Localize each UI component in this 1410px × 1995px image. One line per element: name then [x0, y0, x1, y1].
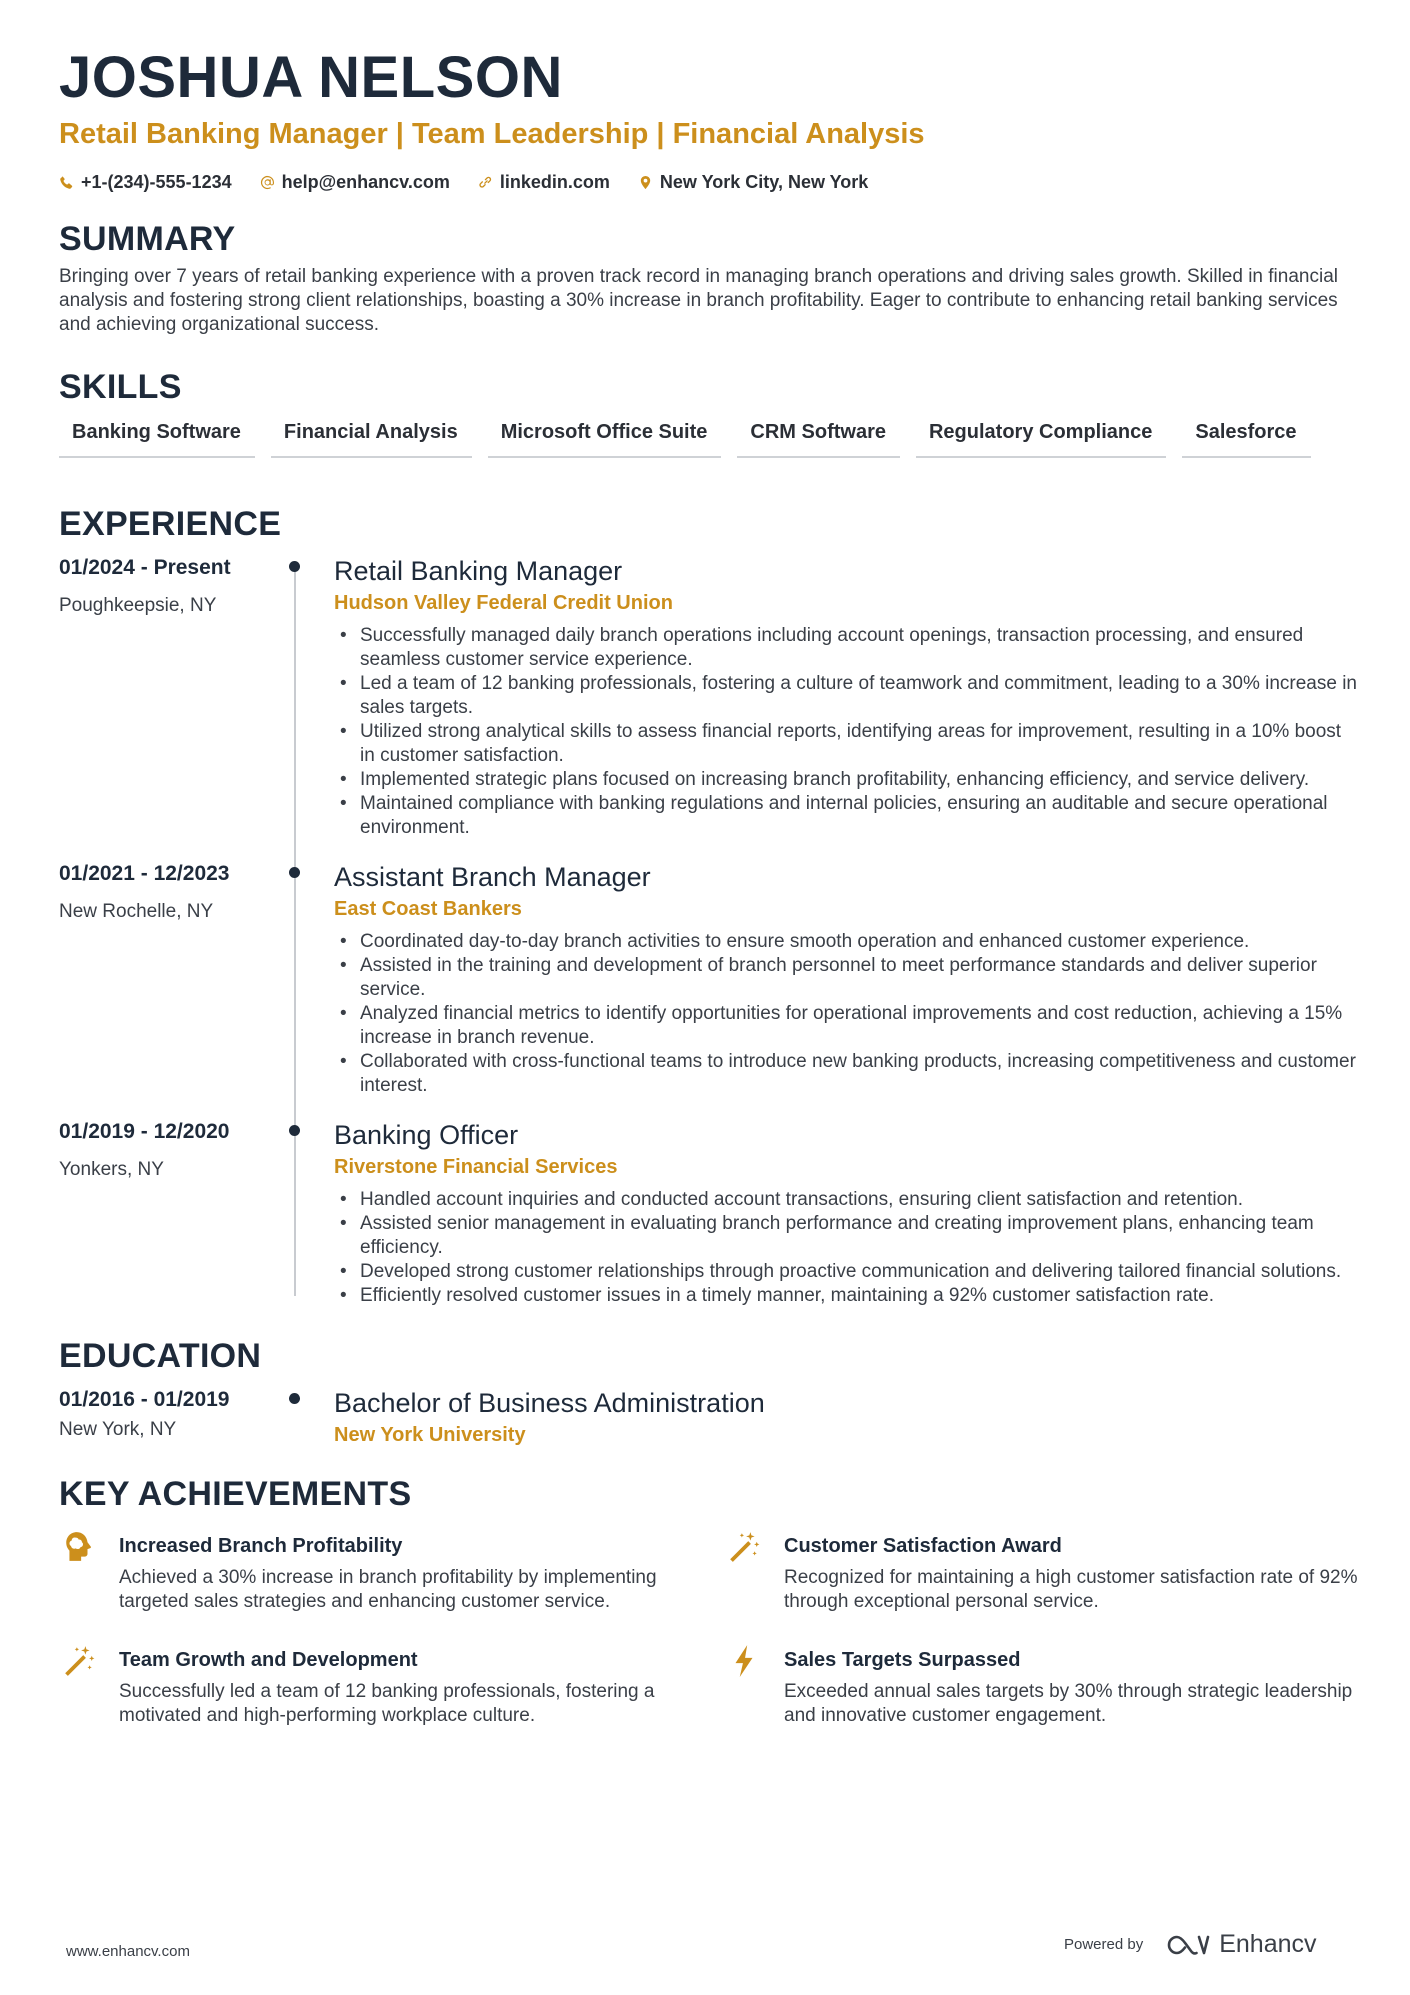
linkedin-text: linkedin.com — [499, 172, 610, 192]
achievement-title: Customer Satisfaction Award — [784, 1535, 1062, 1557]
skills-section — [59, 365, 1359, 458]
experience-section — [59, 502, 1359, 1308]
achievement-item — [59, 1530, 724, 1614]
magic-wand-icon — [724, 1530, 764, 1570]
achievement-text: Achieved a 30% increase in branch profitability by implementing targeted sales strategies and enhancing customer service. — [119, 1567, 657, 1612]
achievement-body — [119, 1644, 699, 1728]
phone-text: +1-(234)-555-1234 — [81, 172, 232, 192]
brand-name: Enhancv — [1219, 1930, 1317, 1958]
enhancv-logo[interactable] — [1165, 1930, 1316, 1959]
location-text: New York City, New York — [659, 172, 869, 192]
summary-text: Bringing over 7 years of retail banking experience with a proven track record in managing branch operations and driving sales growth. Skilled in financial analysis and fostering strong client relationships, boasting a 30% increase in branch profitability. Eager to contribute to enhancing retail banking services and achieving organizational success. — [59, 266, 1338, 335]
bullet-item: • Led a team of 12 banking professionals, fostering a culture of teamwork and commitment, leading to a 30% increase in sales targets. — [334, 672, 1359, 720]
header — [59, 42, 1359, 193]
achievement-body — [119, 1530, 699, 1614]
company-name: Hudson Valley Federal Credit Union — [334, 592, 673, 614]
location-pin-icon — [638, 175, 653, 190]
job-location: New Rochelle, NY — [59, 901, 214, 922]
skill-tag: Salesforce — [1182, 419, 1310, 458]
bullet-item: • Implemented strategic plans focused on increasing branch profitability, enhancing efficiency, and service delivery. — [334, 768, 1359, 792]
summary-section — [59, 217, 1359, 337]
job-entry — [59, 554, 1359, 840]
section-title: EXPERIENCE — [59, 505, 282, 543]
job-bullets — [334, 930, 1359, 1098]
contact-bar — [59, 172, 1359, 193]
bullet-item: • Utilized strong analytical skills to assess financial reports, identifying areas for improvement, resulting in a 10% boost in customer satisfaction. — [334, 720, 1359, 768]
job-location: Poughkeepsie, NY — [59, 595, 217, 616]
education-timeline — [59, 1386, 1359, 1448]
achievement-text: Exceeded annual sales targets by 30% through strategic leadership and innovative customer engagement. — [784, 1681, 1353, 1726]
bullet-item: • Assisted in the training and development of branch personnel to meet performance standards and deliver superior service. — [334, 954, 1359, 1002]
bullet-item: • Handled account inquiries and conducted account transactions, ensuring client satisfaction and retention. — [334, 1188, 1359, 1212]
section-title: SUMMARY — [59, 220, 236, 258]
achievement-body — [784, 1530, 1364, 1614]
achievement-title: Team Growth and Development — [119, 1649, 418, 1671]
job-entry — [59, 860, 1359, 1098]
job-dates: 01/2019 - 12/2020 — [59, 1120, 230, 1143]
achievement-body — [784, 1644, 1364, 1728]
bullet-item: • Coordinated day-to-day branch activities to ensure smooth operation and enhanced customer experience. — [334, 930, 1359, 954]
timeline-dot — [289, 561, 300, 572]
contact-location — [638, 172, 868, 193]
experience-timeline — [59, 554, 1359, 1308]
bullet-item: • Maintained compliance with banking regulations and internal policies, ensuring an auditable and secure operational environment. — [334, 792, 1359, 840]
headline: Retail Banking Manager | Team Leadership | Financial Analysis — [59, 118, 925, 150]
achievement-title: Sales Targets Surpassed — [784, 1649, 1021, 1671]
education-meta — [59, 1386, 294, 1448]
job-title: Assistant Branch Manager — [334, 862, 651, 892]
section-title: KEY ACHIEVEMENTS — [59, 1475, 412, 1513]
lightning-bolt-icon — [724, 1644, 764, 1684]
skill-tag: Regulatory Compliance — [916, 419, 1166, 458]
achievement-title: Increased Branch Profitability — [119, 1535, 403, 1557]
achievements-grid — [59, 1530, 1359, 1728]
achievement-item — [724, 1530, 1358, 1614]
footer-branding — [1064, 1930, 1317, 1959]
company-name: East Coast Bankers — [334, 898, 522, 920]
job-meta — [59, 554, 294, 840]
achievement-text: Recognized for maintaining a high customer satisfaction rate of 92% through exceptional personal service. — [784, 1567, 1358, 1612]
job-entry — [59, 1118, 1359, 1308]
link-icon — [478, 175, 493, 190]
bullet-item: • Collaborated with cross-functional teams to introduce new banking products, increasing competitiveness and customer interest. — [334, 1050, 1359, 1098]
infinity-logo-icon — [1165, 1932, 1211, 1958]
job-title: Retail Banking Manager — [334, 556, 623, 586]
phone-icon — [59, 175, 74, 190]
contact-linkedin[interactable] — [478, 172, 610, 193]
job-dates: 01/2024 - Present — [59, 556, 231, 579]
achievements-section — [59, 1472, 1359, 1728]
section-title: EDUCATION — [59, 1337, 262, 1375]
brain-head-icon — [59, 1530, 99, 1570]
at-sign-icon — [260, 175, 275, 190]
section-title: SKILLS — [59, 368, 182, 406]
skill-tag: CRM Software — [737, 419, 900, 458]
achievement-text: Successfully led a team of 12 banking professionals, fostering a motivated and high-performing workplace culture. — [119, 1681, 655, 1726]
footer-website[interactable]: www.enhancv.com — [66, 1943, 190, 1960]
bullet-item: • Assisted senior management in evaluating branch performance and creating improvement plans, enhancing team efficiency. — [334, 1212, 1359, 1260]
job-bullets — [334, 624, 1359, 840]
timeline-dot — [289, 1125, 300, 1136]
bullet-item: • Developed strong customer relationships through proactive communication and delivering tailored financial solutions. — [334, 1260, 1359, 1284]
skill-list — [59, 419, 1339, 458]
timeline-dot — [289, 867, 300, 878]
job-title: Banking Officer — [334, 1120, 519, 1150]
company-name: Riverstone Financial Services — [334, 1156, 618, 1178]
bullet-item: • Efficiently resolved customer issues in a timely manner, maintaining a 92% customer satisfaction rate. — [334, 1284, 1359, 1308]
contact-phone[interactable] — [59, 172, 232, 193]
job-dates: 01/2021 - 12/2023 — [59, 862, 230, 885]
education-location: New York, NY — [59, 1419, 177, 1440]
education-entry — [59, 1386, 1359, 1448]
email-text: help@enhancv.com — [281, 172, 450, 192]
skill-tag: Banking Software — [59, 419, 255, 458]
job-details — [294, 554, 1359, 840]
magic-wand-icon — [59, 1644, 99, 1684]
job-location: Yonkers, NY — [59, 1159, 164, 1180]
achievement-item — [59, 1644, 724, 1728]
education-section — [59, 1334, 1359, 1448]
contact-email[interactable] — [260, 172, 450, 193]
timeline-dot — [289, 1393, 300, 1404]
skill-tag: Microsoft Office Suite — [488, 419, 722, 458]
job-meta — [59, 1118, 294, 1308]
job-details — [294, 860, 1359, 1098]
job-details — [294, 1118, 1359, 1308]
achievement-item — [724, 1644, 1353, 1728]
education-details — [294, 1386, 1359, 1448]
school-name: New York University — [334, 1424, 526, 1446]
skill-tag: Financial Analysis — [271, 419, 472, 458]
candidate-name: JOSHUA NELSON — [59, 45, 563, 110]
degree-title: Bachelor of Business Administration — [334, 1388, 765, 1418]
powered-by-label: Powered by — [1064, 1936, 1144, 1953]
bullet-item: • Successfully managed daily branch operations including account openings, transaction processing, and ensured seamless customer service experience. — [334, 624, 1359, 672]
job-meta — [59, 860, 294, 1098]
education-dates: 01/2016 - 01/2019 — [59, 1388, 230, 1411]
bullet-item: • Analyzed financial metrics to identify opportunities for operational improvements and cost reduction, achieving a 15% increase in branch revenue. — [334, 1002, 1359, 1050]
resume-content — [59, 42, 1359, 1728]
job-bullets — [334, 1188, 1359, 1308]
